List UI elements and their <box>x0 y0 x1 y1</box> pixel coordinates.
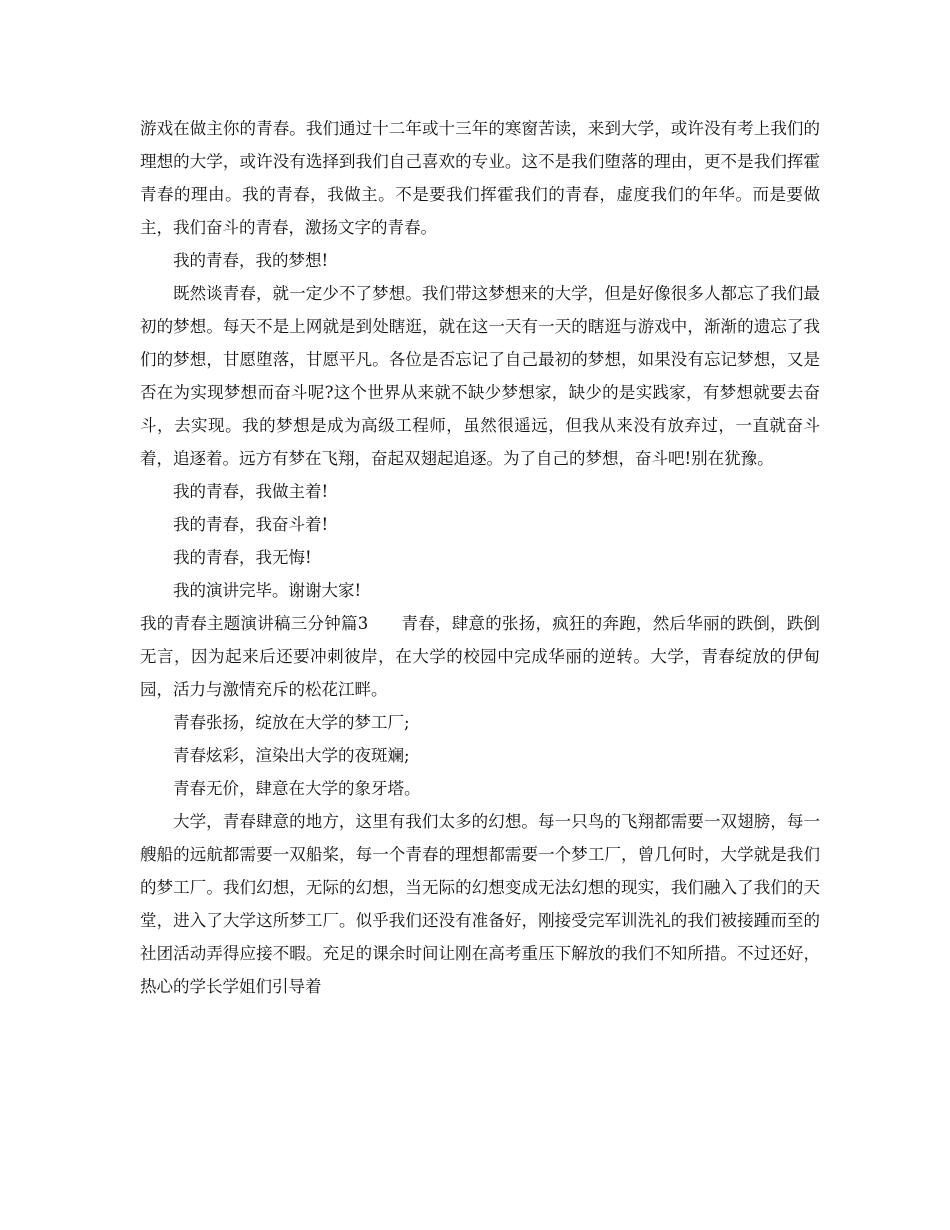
section-title: 我的青春主题演讲稿三分钟篇3 <box>140 614 369 633</box>
document-body <box>140 112 820 1003</box>
paragraph-text: 青春，肆意的张扬，疯狂的奔跑，然后华丽的跌倒，跌倒无言，因为起来后还要冲刺彼岸，在大学的校园中完成华丽的逆转。大学，青春绽放的伊甸园，活力与激情充斥的松花江畔。 <box>140 614 820 699</box>
paragraph: 青春张扬，绽放在大学的梦工厂; <box>173 713 410 732</box>
paragraph: 青春无价，肆意在大学的象牙塔。 <box>173 779 421 798</box>
paragraph: 既然谈青春，就一定少不了梦想。我们带这梦想来的大学，但是好像很多人都忘了我们最初的梦想。每天不是上网就是到处瞎逛，就在这一天有一天的瞎逛与游戏中，渐渐的遗忘了我们的梦想，甘愿堕落，甘愿平凡。各位是否忘记了自己最初的梦想，如果没有忘记梦想，又是否在为实现梦想而奋斗呢?这个世界从来就不缺少梦想家，缺少的是实践家，有梦想就要去奋斗，去实现。我的梦想是成为高级工程师，虽然很遥远，但我从来没有放弃过，一直就奋斗着，追逐着。远方有梦在飞翔，奋起双翅起追逐。为了自己的梦想，奋斗吧!别在犹豫。 <box>140 284 820 468</box>
paragraph: 我的青春，我做主着! <box>173 482 329 501</box>
paragraph: 我的青春，我奋斗着! <box>173 515 329 534</box>
section-paragraph <box>140 607 820 706</box>
paragraph: 我的青春，我无悔! <box>173 548 312 567</box>
paragraph: 大学，青春肆意的地方，这里有我们太多的幻想。每一只鸟的飞翔都需要一双翅膀，每一艘船的远航都需要一双船桨，每一个青春的理想都需要一个梦工厂，曾几何时，大学就是我们的梦工厂。我们幻想，无际的幻想，当无际的幻想变成无法幻想的现实，我们融入了我们的天堂，进入了大学这所梦工厂。似乎我们还没有准备好，刚接受完军训洗礼的我们被接踵而至的社团活动弄得应接不暇。充足的课余时间让刚在高考重压下解放的我们不知所措。不过还好，热心的学长学姐们引导着 <box>140 812 820 996</box>
paragraph: 青春炫彩，渲染出大学的夜斑斓; <box>173 746 410 765</box>
paragraph: 我的青春，我的梦想! <box>173 251 329 270</box>
paragraph: 游戏在做主你的青春。我们通过十二年或十三年的寒窗苦读，来到大学，或许没有考上我们的理想的大学，或许没有选择到我们自己喜欢的专业。这不是我们堕落的理由，更不是我们挥霍青春的理由。我的青春，我做主。不是要我们挥霍我们的青春，虚度我们的年华。而是要做主，我们奋斗的青春，激扬文字的青春。 <box>140 119 820 237</box>
paragraph: 我的演讲完毕。谢谢大家! <box>173 581 362 600</box>
